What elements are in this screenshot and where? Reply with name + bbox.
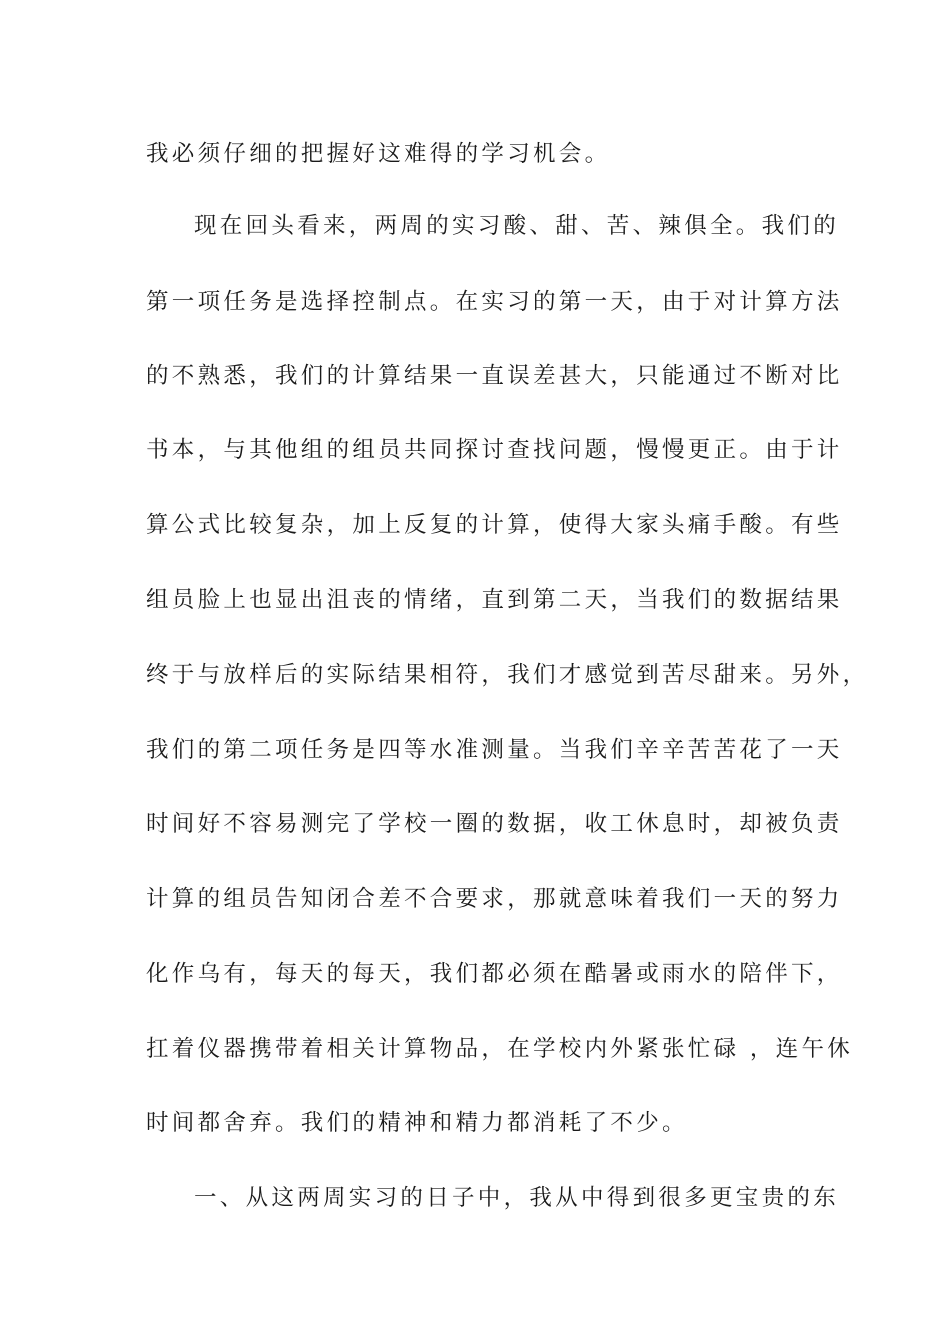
text-line: 时间好不容易测完了学校一圈的数据，收工休息时，却被负责 <box>146 811 843 837</box>
text-line: 化作乌有，每天的每天，我们都必须在酷暑或雨水的陪伴下， <box>146 961 843 987</box>
text-line: 终于与放样后的实际结果相符，我们才感觉到苦尽甜来。另外， <box>146 662 869 688</box>
text-line: 第一项任务是选择控制点。在实习的第一天，由于对计算方法 <box>146 289 843 315</box>
text-line: 扛着仪器携带着相关计算物品，在学校内外紧张忙碌 ，连午休 <box>146 1036 854 1062</box>
text-line: 计算的组员告知闭合差不合要求，那就意味着我们一天的努力 <box>146 886 843 912</box>
text-line: 我们的第二项任务是四等水准测量。当我们辛辛苦苦花了一天 <box>146 737 843 763</box>
text-line: 的不熟悉，我们的计算结果一直误差甚大，只能通过不断对比 <box>146 363 843 389</box>
paragraph-start-line: 现在回头看来，两周的实习酸、甜、苦、辣俱全。我们的 <box>194 213 840 239</box>
text-line: 算公式比较复杂，加上反复的计算，使得大家头痛手酸。有些 <box>146 512 843 538</box>
text-line: 时间都舍弃。我们的精神和精力都消耗了不少。 <box>146 1110 688 1136</box>
text-line: 组员脸上也显出沮丧的情绪，直到第二天，当我们的数据结果 <box>146 587 843 613</box>
paragraph-start-line: 一、从这两周实习的日子中，我从中得到很多更宝贵的东 <box>194 1185 840 1211</box>
text-line: 我必须仔细的把握好这难得的学习机会。 <box>146 141 611 167</box>
text-line: 书本，与其他组的组员共同探讨查找问题，慢慢更正。由于计 <box>146 437 843 463</box>
